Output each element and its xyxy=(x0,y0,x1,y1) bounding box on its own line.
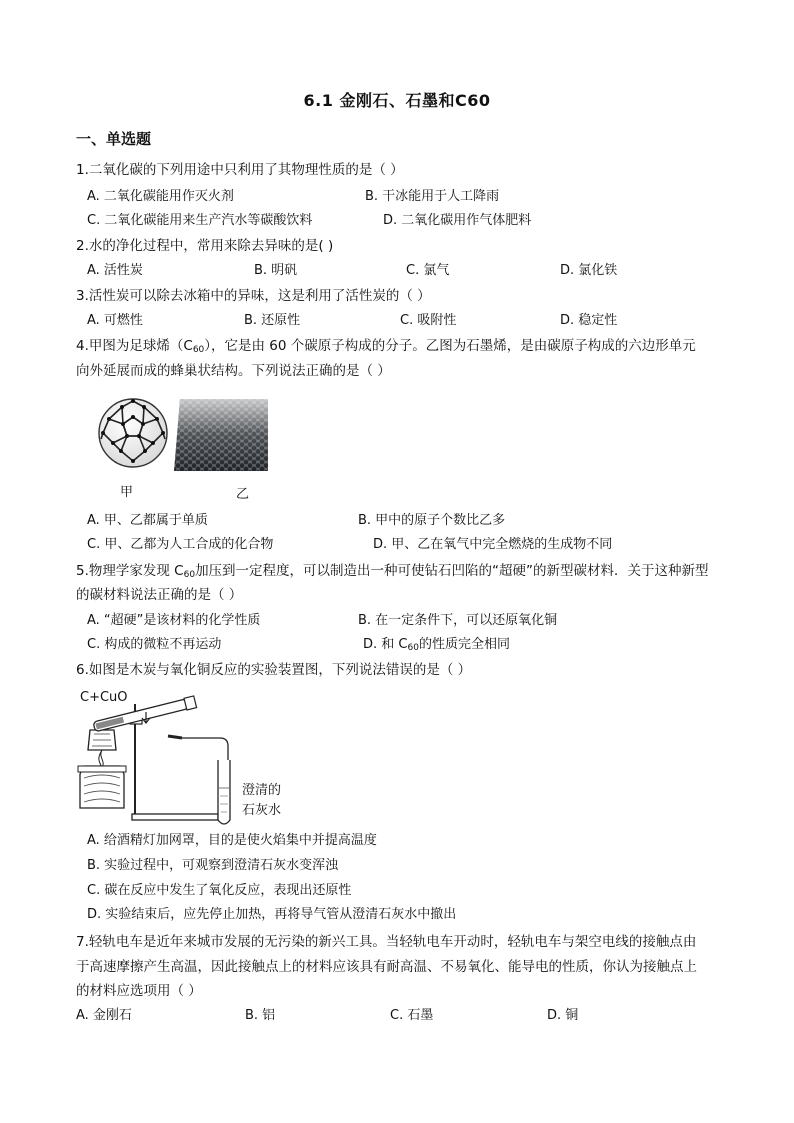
q7-option-d[interactable]: D. 铜 xyxy=(547,1008,579,1023)
fullerene-figure xyxy=(95,395,171,471)
q7-option-b[interactable]: B. 铝 xyxy=(245,1008,276,1023)
q4-option-d[interactable]: D. 甲、乙在氧气中完全燃烧的生成物不同 xyxy=(373,537,613,552)
section-heading: 一、单选题 xyxy=(76,130,152,148)
q1-option-c[interactable]: C. 二氧化碳能用来生产汽水等碳酸饮料 xyxy=(87,213,313,228)
q3-option-a[interactable]: A. 可燃性 xyxy=(87,313,143,328)
q4-option-b[interactable]: B. 甲中的原子个数比乙多 xyxy=(358,513,506,528)
q1-option-b[interactable]: B. 干冰能用于人工降雨 xyxy=(365,189,500,204)
q5-option-a[interactable]: A. “超硬”是该材料的化学性质 xyxy=(87,613,261,628)
apparatus-label-reactants: C+CuO xyxy=(80,690,128,705)
question-4-stem-line2: 向外延展而成的蜂巢状结构。下列说法正确的是（ ） xyxy=(76,363,391,379)
q5-option-d[interactable]: D. 和 $C_{60}$的性质完全相同 xyxy=(363,637,510,653)
question-2-stem: 2.水的净化过程中，常用来除去异味的是( ) xyxy=(76,238,334,254)
q2-option-c[interactable]: C. 氯气 xyxy=(406,263,450,278)
graphene-figure xyxy=(174,399,268,471)
question-5-stem-line2: 的碳材料说法正确的是（ ） xyxy=(76,587,243,603)
q5-option-c[interactable]: C. 构成的微粒不再运动 xyxy=(87,637,222,652)
q6-option-d[interactable]: D. 实验结束后，应先停止加热，再将导气管从澄清石灰水中撤出 xyxy=(87,907,457,922)
q1-option-a[interactable]: A. 二氧化碳能用作灭火剂 xyxy=(87,189,234,204)
figure-label-jia: 甲 xyxy=(120,485,134,500)
q6-option-a[interactable]: A. 给酒精灯加网罩，目的是使火焰集中并提高温度 xyxy=(87,833,377,848)
question-1-stem: 1.二氧化碳的下列用途中只利用了其物理性质的是（ ） xyxy=(76,162,404,178)
q5-option-b[interactable]: B. 在一定条件下，可以还原氧化铜 xyxy=(358,613,558,628)
question-7-stem-line1: 7.轻轨电车是近年来城市发展的无污染的新兴工具。当轻轨电车开动时，轻轨电车与架空电线的接触点由 xyxy=(76,934,697,950)
q4-option-a[interactable]: A. 甲、乙都属于单质 xyxy=(87,513,208,528)
question-7-stem-line3: 的材料应选项用（ ） xyxy=(76,983,202,999)
q2-option-d[interactable]: D. 氯化铁 xyxy=(560,263,618,278)
q6-option-b[interactable]: B. 实验过程中，可观察到澄清石灰水变浑浊 xyxy=(87,858,339,873)
question-7-stem-line2: 于高速摩擦产生高温，因此接触点上的材料应该具有耐高温、不易氧化、能导电的性质，你认为接触点上 xyxy=(76,959,697,975)
page-title: 6.1 金刚石、石墨和C60 xyxy=(303,91,491,110)
q4-option-c[interactable]: C. 甲、乙都为人工合成的化合物 xyxy=(87,537,274,552)
q3-option-b[interactable]: B. 还原性 xyxy=(244,313,301,328)
question-6-stem: 6.如图是木炭与氧化铜反应的实验装置图，下列说法错误的是（ ） xyxy=(76,662,472,678)
question-3-stem: 3.活性炭可以除去冰箱中的异味，这是利用了活性炭的（ ） xyxy=(76,288,431,304)
figure-label-yi: 乙 xyxy=(236,487,250,502)
apparatus-label-limewater-2: 石灰水 xyxy=(242,803,282,818)
q3-option-c[interactable]: C. 吸附性 xyxy=(400,313,457,328)
q7-option-c[interactable]: C. 石墨 xyxy=(390,1008,434,1023)
q7-option-a[interactable]: A. 金刚石 xyxy=(76,1008,132,1023)
question-4-stem-line1: 4.甲图为足球烯$(C_{60})$，它是由 60 个碳原子构成的分子。乙图为石墨烯，是由碳原子构成的六边形单元 xyxy=(76,338,696,355)
q1-option-d[interactable]: D. 二氧化碳用作气体肥料 xyxy=(383,213,532,228)
q6-option-c[interactable]: C. 碳在反应中发生了氧化反应，表现出还原性 xyxy=(87,883,352,898)
apparatus-label-limewater-1: 澄清的 xyxy=(242,783,282,798)
q2-option-b[interactable]: B. 明矾 xyxy=(254,263,298,278)
q2-option-a[interactable]: A. 活性炭 xyxy=(87,263,143,278)
q3-option-d[interactable]: D. 稳定性 xyxy=(560,313,618,328)
question-5-stem-line1: 5.物理学家发现 $C_{60}$加压到一定程度，可以制造出一种可使钻石凹陷的“超硬”的新型碳材料．关于这种新型 xyxy=(76,563,709,580)
